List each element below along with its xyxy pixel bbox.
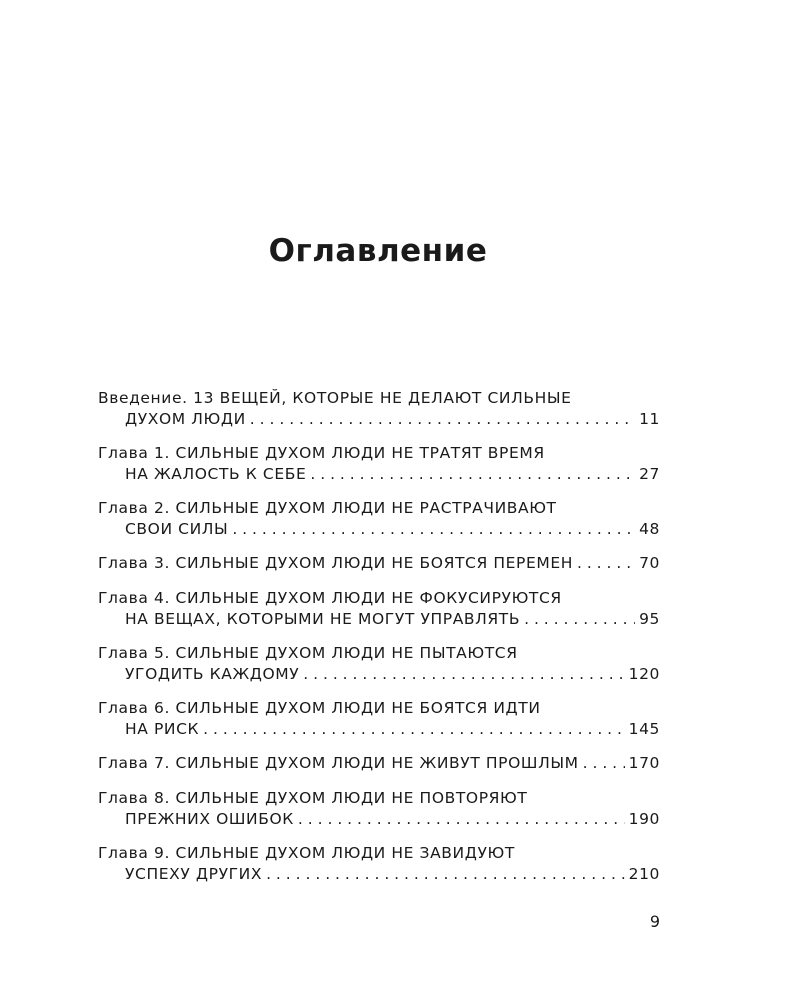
toc-entry-title: Глава 6. СИЛЬНЫЕ ДУХОМ ЛЮДИ НЕ БОЯТСЯ ИДТИ	[98, 699, 541, 717]
toc-entry-page: 48	[639, 520, 660, 538]
page-number: 9	[649, 912, 660, 931]
toc-entry-chapter-4[interactable]	[98, 588, 660, 630]
toc-entry-chapter-1[interactable]	[98, 443, 660, 485]
toc-entry-title: Глава 5. СИЛЬНЫЕ ДУХОМ ЛЮДИ НЕ ПЫТАЮТСЯ	[98, 644, 518, 662]
toc-entry-title-continued: УГОДИТЬ КАЖДОМУ	[125, 665, 300, 683]
table-of-contents	[98, 388, 660, 898]
dot-leader	[310, 464, 635, 485]
toc-entry-title-continued: НА ЖАЛОСТЬ К СЕБЕ	[125, 465, 307, 483]
toc-entry-title: Глава 9. СИЛЬНЫЕ ДУХОМ ЛЮДИ НЕ ЗАВИДУЮТ	[98, 844, 515, 862]
toc-entry-page: 27	[639, 465, 660, 483]
dot-leader	[577, 553, 635, 574]
dot-leader	[524, 609, 635, 630]
toc-entry-title: Введение. 13 ВЕЩЕЙ, КОТОРЫЕ НЕ ДЕЛАЮТ СИЛЬНЫЕ	[98, 389, 572, 407]
dot-leader	[583, 753, 625, 774]
toc-entry-title-continued: ДУХОМ ЛЮДИ	[125, 410, 246, 428]
toc-entry-chapter-6[interactable]	[98, 698, 660, 740]
toc-entry-title-continued: ПРЕЖНИХ ОШИБОК	[125, 810, 294, 828]
dot-leader	[303, 664, 624, 685]
dot-leader	[250, 409, 635, 430]
toc-entry-page: 145	[628, 720, 660, 738]
page-title: Оглавление	[268, 233, 488, 269]
toc-entry-title-continued: СВОИ СИЛЫ	[125, 520, 229, 538]
dot-leader	[203, 719, 624, 740]
dot-leader	[232, 519, 635, 540]
toc-entry-chapter-2[interactable]	[98, 498, 660, 540]
toc-entry-page: 190	[628, 810, 660, 828]
toc-entry-page: 170	[628, 754, 660, 772]
toc-entry-title: Глава 8. СИЛЬНЫЕ ДУХОМ ЛЮДИ НЕ ПОВТОРЯЮТ	[98, 789, 528, 807]
toc-entry-chapter-9[interactable]	[98, 843, 660, 885]
dot-leader	[298, 809, 625, 830]
toc-entry-page: 210	[628, 865, 660, 883]
toc-entry-introduction[interactable]	[98, 388, 660, 430]
toc-entry-page: 11	[639, 410, 660, 428]
toc-entry-title: Глава 7. СИЛЬНЫЕ ДУХОМ ЛЮДИ НЕ ЖИВУТ ПРОШЛЫМ	[98, 754, 579, 772]
toc-entry-page: 70	[639, 554, 660, 572]
toc-entry-title-continued: НА ВЕЩАХ, КОТОРЫМИ НЕ МОГУТ УПРАВЛЯТЬ	[125, 610, 521, 628]
toc-entry-page: 120	[628, 665, 660, 683]
toc-entry-title: Глава 1. СИЛЬНЫЕ ДУХОМ ЛЮДИ НЕ ТРАТЯТ ВРЕМЯ	[98, 444, 545, 462]
toc-entry-title-continued: НА РИСК	[125, 720, 200, 738]
toc-entry-title: Глава 3. СИЛЬНЫЕ ДУХОМ ЛЮДИ НЕ БОЯТСЯ ПЕРЕМЕН	[98, 554, 573, 572]
toc-entry-chapter-5[interactable]	[98, 643, 660, 685]
toc-entry-chapter-8[interactable]	[98, 788, 660, 830]
toc-entry-chapter-3[interactable]	[98, 553, 660, 574]
toc-entry-title-continued: УСПЕХУ ДРУГИХ	[125, 865, 263, 883]
toc-entry-title: Глава 2. СИЛЬНЫЕ ДУХОМ ЛЮДИ НЕ РАСТРАЧИВАЮТ	[98, 499, 557, 517]
toc-entry-title: Глава 4. СИЛЬНЫЕ ДУХОМ ЛЮДИ НЕ ФОКУСИРУЮТСЯ	[98, 589, 562, 607]
toc-entry-chapter-7[interactable]	[98, 753, 660, 774]
toc-entry-page: 95	[639, 610, 660, 628]
dot-leader	[266, 864, 625, 885]
